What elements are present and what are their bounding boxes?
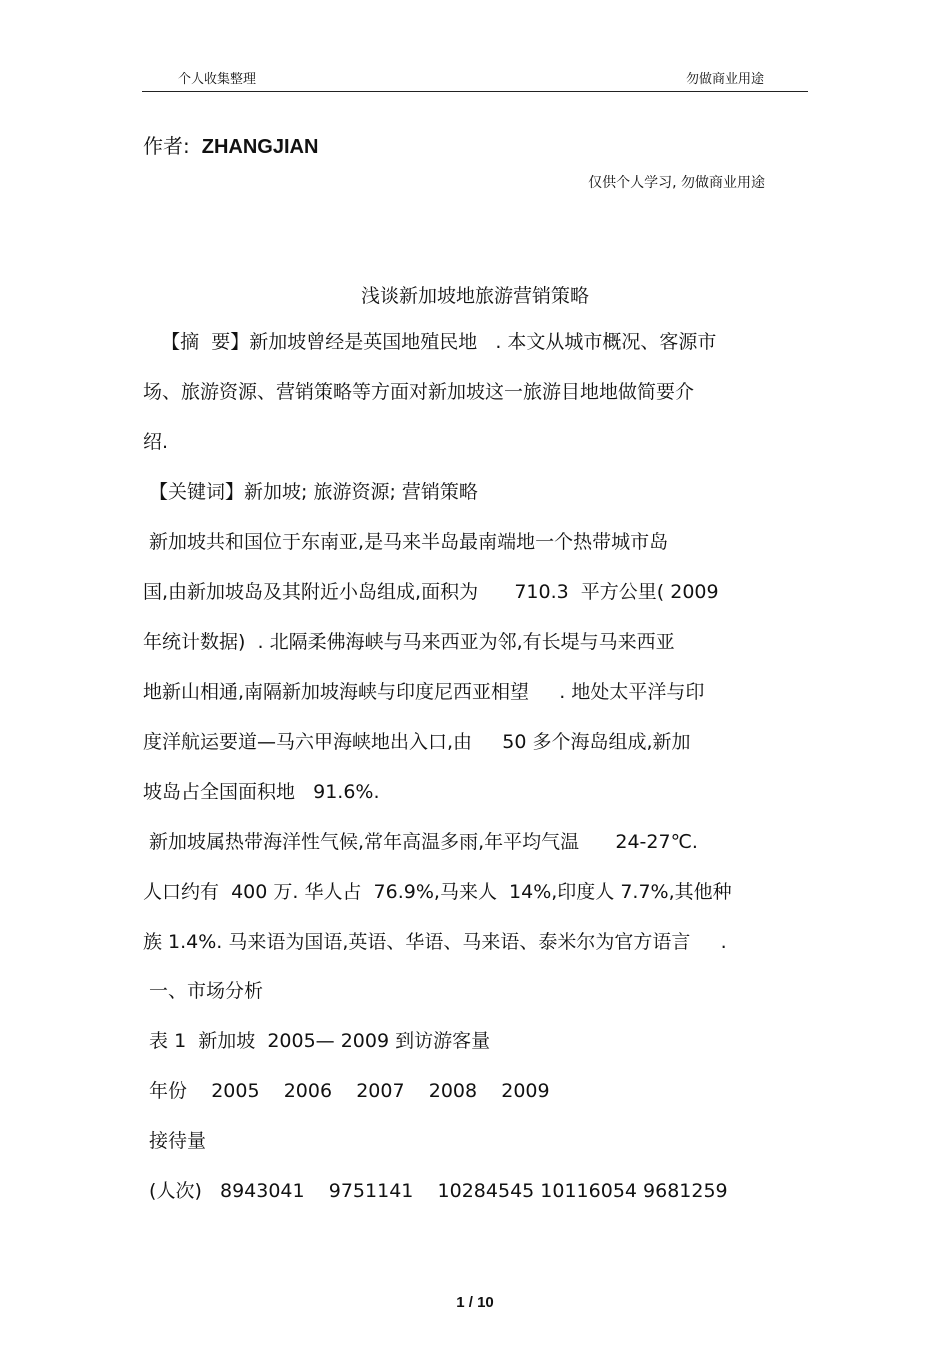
body-line: 新加坡属热带海洋性气候,常年高温多雨,年平均气温 24-27℃. xyxy=(143,831,698,853)
body-line: 族 1.4%. 马来语为国语,英语、华语、马来语、泰米尔为官方语言 . xyxy=(143,931,727,953)
header-divider xyxy=(142,91,808,92)
body-line: 地新山相通,南隔新加坡海峡与印度尼西亚相望 . 地处太平洋与印 xyxy=(143,681,705,703)
body-line: 度洋航运要道—马六甲海峡地出入口,由 50 多个海岛组成,新加 xyxy=(143,731,691,753)
disclaimer-text: 仅供个人学习, 勿做商业用途 xyxy=(588,175,765,191)
header-left-text: 个人收集整理 xyxy=(178,72,257,87)
body-line: 绍. xyxy=(143,431,169,453)
table-row-label: 接待量 xyxy=(143,1130,207,1152)
body-line: 人口约有 400 万. 华人占 76.9%,马来人 14%,印度人 7.7%,其他种 xyxy=(143,881,732,903)
author-line xyxy=(143,130,318,159)
document-title: 浅谈新加坡地旅游营销策略 xyxy=(360,285,589,307)
body-line: 【摘 要】新加坡曾经是英国地殖民地 . 本文从城市概况、客源市 xyxy=(143,331,717,353)
section-heading: 一、市场分析 xyxy=(143,980,264,1002)
page-number: 1 / 10 xyxy=(456,1294,494,1311)
body-line: 坡岛占全国面积地 91.6%. xyxy=(143,781,380,803)
body-line: 年统计数据) . 北隔柔佛海峡与马来西亚为邻,有长堤与马来西亚 xyxy=(143,631,675,653)
body-line: 新加坡共和国位于东南亚,是马来半岛最南端地一个热带城市岛 xyxy=(143,531,669,553)
body-line: 场、旅游资源、营销策略等方面对新加坡这一旅游目地地做简要介 xyxy=(143,381,695,403)
header-right-text: 勿做商业用途 xyxy=(685,72,764,87)
body-line: 【关键词】新加坡; 旅游资源; 营销策略 xyxy=(143,481,478,503)
table-row-years: 年份 2005 2006 2007 2008 2009 xyxy=(143,1080,550,1102)
author-label: 作者: xyxy=(143,134,190,158)
table-caption: 表 1 新加坡 2005— 2009 到访游客量 xyxy=(143,1030,491,1052)
author-name: ZHANGJIAN xyxy=(201,136,319,158)
table-row-values: (人次) 8943041 9751141 10284545 10116054 9681259 xyxy=(143,1180,728,1202)
body-line: 国,由新加坡岛及其附近小岛组成,面积为 710.3 平方公里( 2009 xyxy=(143,581,719,603)
